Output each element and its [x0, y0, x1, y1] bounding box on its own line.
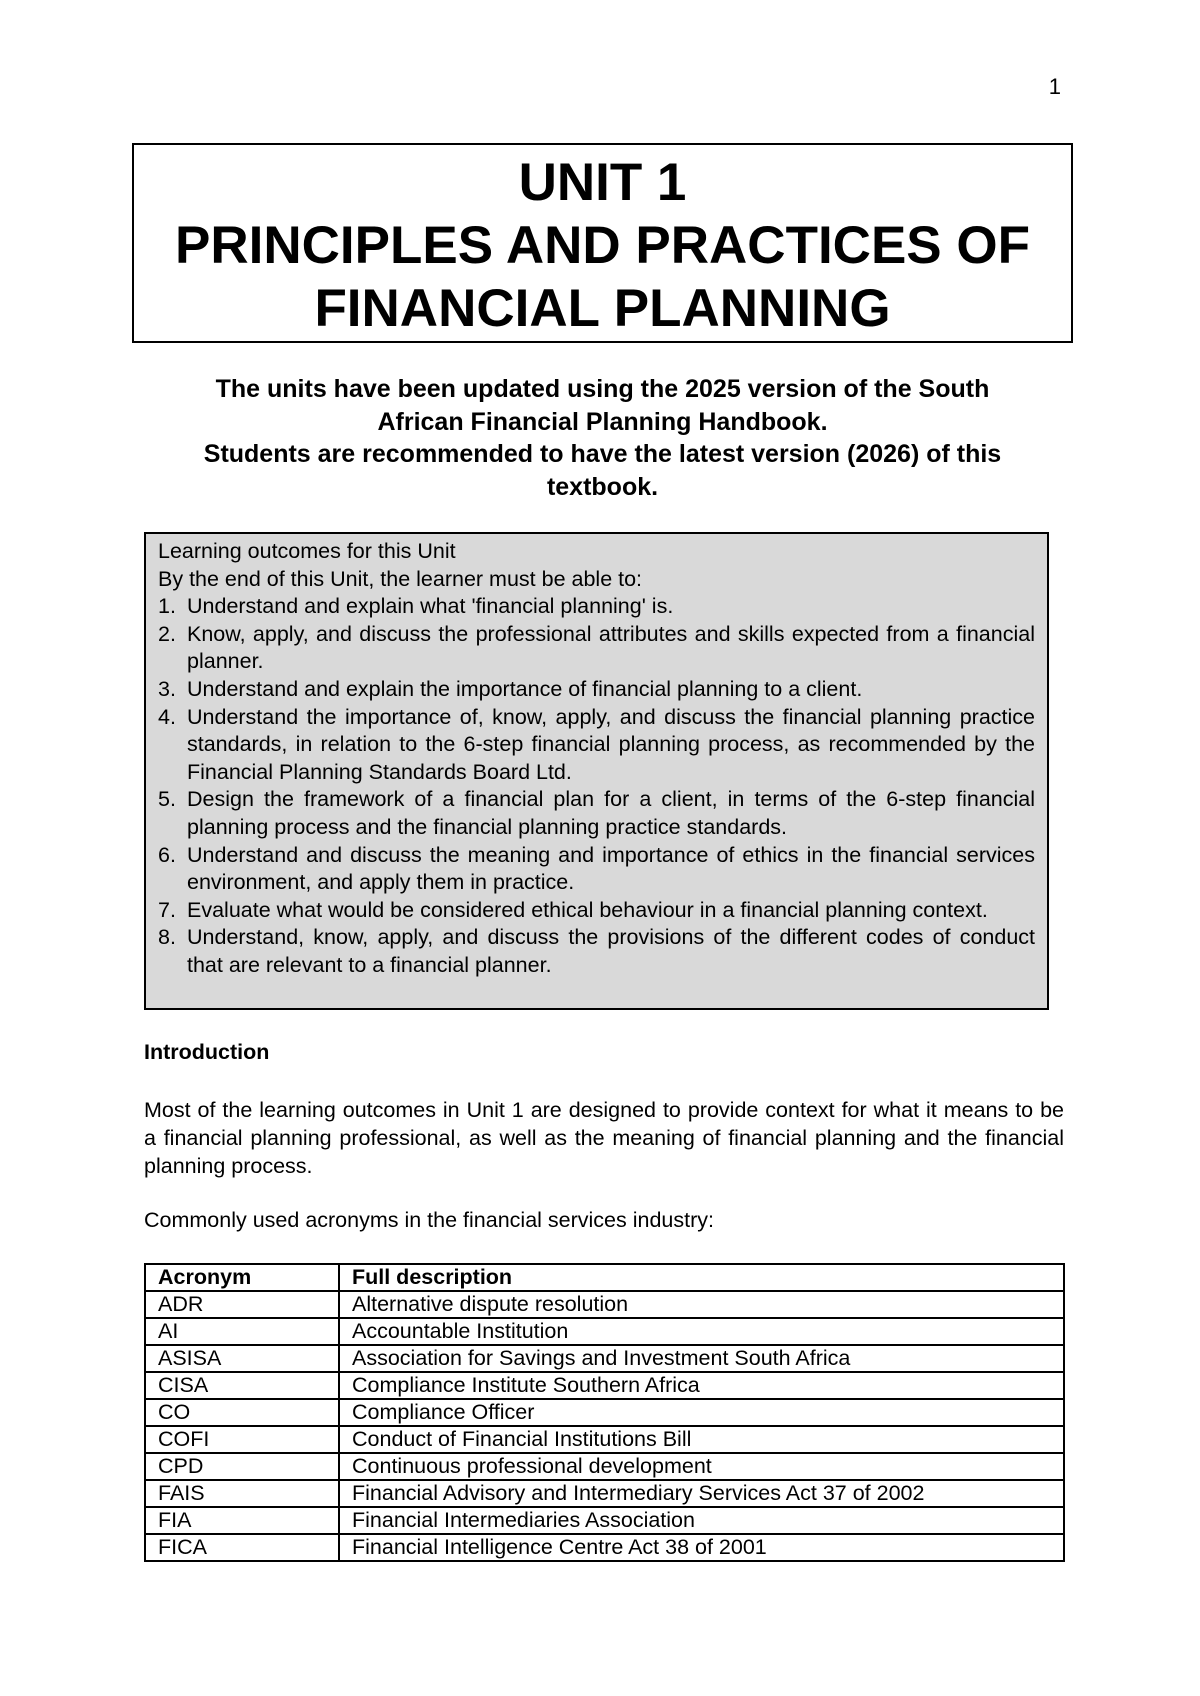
acronym-cell: FIA	[145, 1507, 339, 1534]
table-row	[145, 1372, 1064, 1399]
learning-outcomes-heading: Learning outcomes for this Unit	[158, 539, 456, 563]
learning-outcome-text: Understand and discuss the meaning and importance of ethics in the financial services environment, and apply them in practice.	[187, 842, 1035, 895]
unit-title-line1: UNIT 1	[518, 153, 687, 212]
page-number: 1	[1048, 74, 1061, 99]
table-row	[145, 1291, 1064, 1318]
description-cell: Financial Intermediaries Association	[339, 1507, 1064, 1534]
table-row	[145, 1399, 1064, 1426]
learning-outcome-item	[158, 924, 1035, 979]
learning-outcome-item	[158, 593, 1035, 621]
learning-outcomes-list	[158, 593, 1035, 979]
learning-outcome-text: Understand the importance of, know, apply, and discuss the financial planning practice standards, in relation to the 6-step financial planning process, as recommended by the Financial Planning Standards Board Ltd.	[187, 704, 1035, 784]
acronym-cell: CISA	[145, 1372, 339, 1399]
unit-title-box	[132, 143, 1073, 343]
description-cell: Compliance Officer	[339, 1399, 1064, 1426]
description-cell: Alternative dispute resolution	[339, 1291, 1064, 1318]
acronym-cell: ADR	[145, 1291, 339, 1318]
acronym-table	[144, 1263, 1065, 1562]
acronym-cell: AI	[145, 1318, 339, 1345]
description-column-header: Full description	[339, 1264, 1064, 1291]
description-cell: Conduct of Financial Institutions Bill	[339, 1426, 1064, 1453]
learning-outcome-number: 8.	[158, 925, 176, 950]
learning-outcomes-intro: By the end of this Unit, the learner must be able to:	[158, 566, 643, 591]
learning-outcome-item	[158, 897, 1035, 925]
table-row	[145, 1345, 1064, 1372]
learning-outcome-item	[158, 842, 1035, 897]
introduction-paragraph: Most of the learning outcomes in Unit 1 are designed to provide context for what it means to be a financial planning professional, as well as the meaning of financial planning and the financial planning process.	[144, 1098, 1064, 1178]
learning-outcome-item	[158, 621, 1035, 676]
learning-outcome-number: 2.	[158, 621, 176, 646]
acronym-table-lead: Commonly used acronyms in the financial services industry:	[144, 1208, 714, 1232]
unit-title-line3: FINANCIAL PLANNING	[314, 279, 891, 338]
learning-outcome-number: 5.	[158, 787, 176, 812]
learning-outcome-text: Understand and explain what 'financial planning' is.	[187, 594, 674, 619]
description-cell: Accountable Institution	[339, 1318, 1064, 1345]
table-row	[145, 1318, 1064, 1345]
acronym-cell: ASISA	[145, 1345, 339, 1372]
acronym-cell: CO	[145, 1399, 339, 1426]
table-row	[145, 1453, 1064, 1480]
table-row	[145, 1507, 1064, 1534]
description-cell: Association for Savings and Investment South Africa	[339, 1345, 1064, 1372]
table-row	[145, 1534, 1064, 1561]
acronym-table-header-row	[145, 1264, 1064, 1291]
learning-outcome-item	[158, 786, 1035, 841]
learning-outcome-number: 7.	[158, 897, 176, 922]
acronym-cell: COFI	[145, 1426, 339, 1453]
learning-outcome-number: 1.	[158, 594, 176, 619]
learning-outcome-item	[158, 704, 1035, 787]
learning-outcomes-box	[144, 532, 1049, 1010]
learning-outcome-item	[158, 676, 1035, 704]
learning-outcome-text: Design the framework of a financial plan for a client, in terms of the 6-step financial planning process and the financial planning practice standards.	[187, 787, 1035, 839]
learning-outcome-number: 4.	[158, 704, 176, 729]
update-notice-line4: textbook.	[546, 472, 659, 501]
learning-outcome-text: Understand and explain the importance of financial planning to a client.	[187, 676, 863, 701]
learning-outcome-text: Understand, know, apply, and discuss the provisions of the different codes of conduct that are relevant to a financial planner.	[187, 925, 1035, 977]
learning-outcome-number: 6.	[158, 842, 176, 867]
description-cell: Compliance Institute Southern Africa	[339, 1372, 1064, 1399]
update-notice-line1: The units have been updated using the 2025 version of the South	[215, 375, 990, 403]
learning-outcome-number: 3.	[158, 676, 176, 701]
update-notice	[132, 373, 1073, 503]
learning-outcome-text: Evaluate what would be considered ethical behaviour in a financial planning context.	[187, 897, 988, 922]
acronym-cell: FICA	[145, 1534, 339, 1561]
update-notice-line2: African Financial Planning Handbook.	[377, 407, 828, 436]
description-cell: Financial Intelligence Centre Act 38 of 2001	[339, 1534, 1064, 1561]
introduction-heading: Introduction	[144, 1040, 270, 1064]
description-cell: Financial Advisory and Intermediary Services Act 37 of 2002	[339, 1480, 1064, 1507]
update-notice-line3: Students are recommended to have the latest version (2026) of this	[203, 440, 1002, 468]
acronym-cell: FAIS	[145, 1480, 339, 1507]
description-cell: Continuous professional development	[339, 1453, 1064, 1480]
table-row	[145, 1426, 1064, 1453]
learning-outcome-text: Know, apply, and discuss the professional attributes and skills expected from a financial planner.	[187, 621, 1035, 674]
table-row	[145, 1480, 1064, 1507]
acronym-cell: CPD	[145, 1453, 339, 1480]
unit-title-line2: PRINCIPLES AND PRACTICES OF	[175, 216, 1030, 275]
acronym-column-header: Acronym	[145, 1264, 339, 1291]
